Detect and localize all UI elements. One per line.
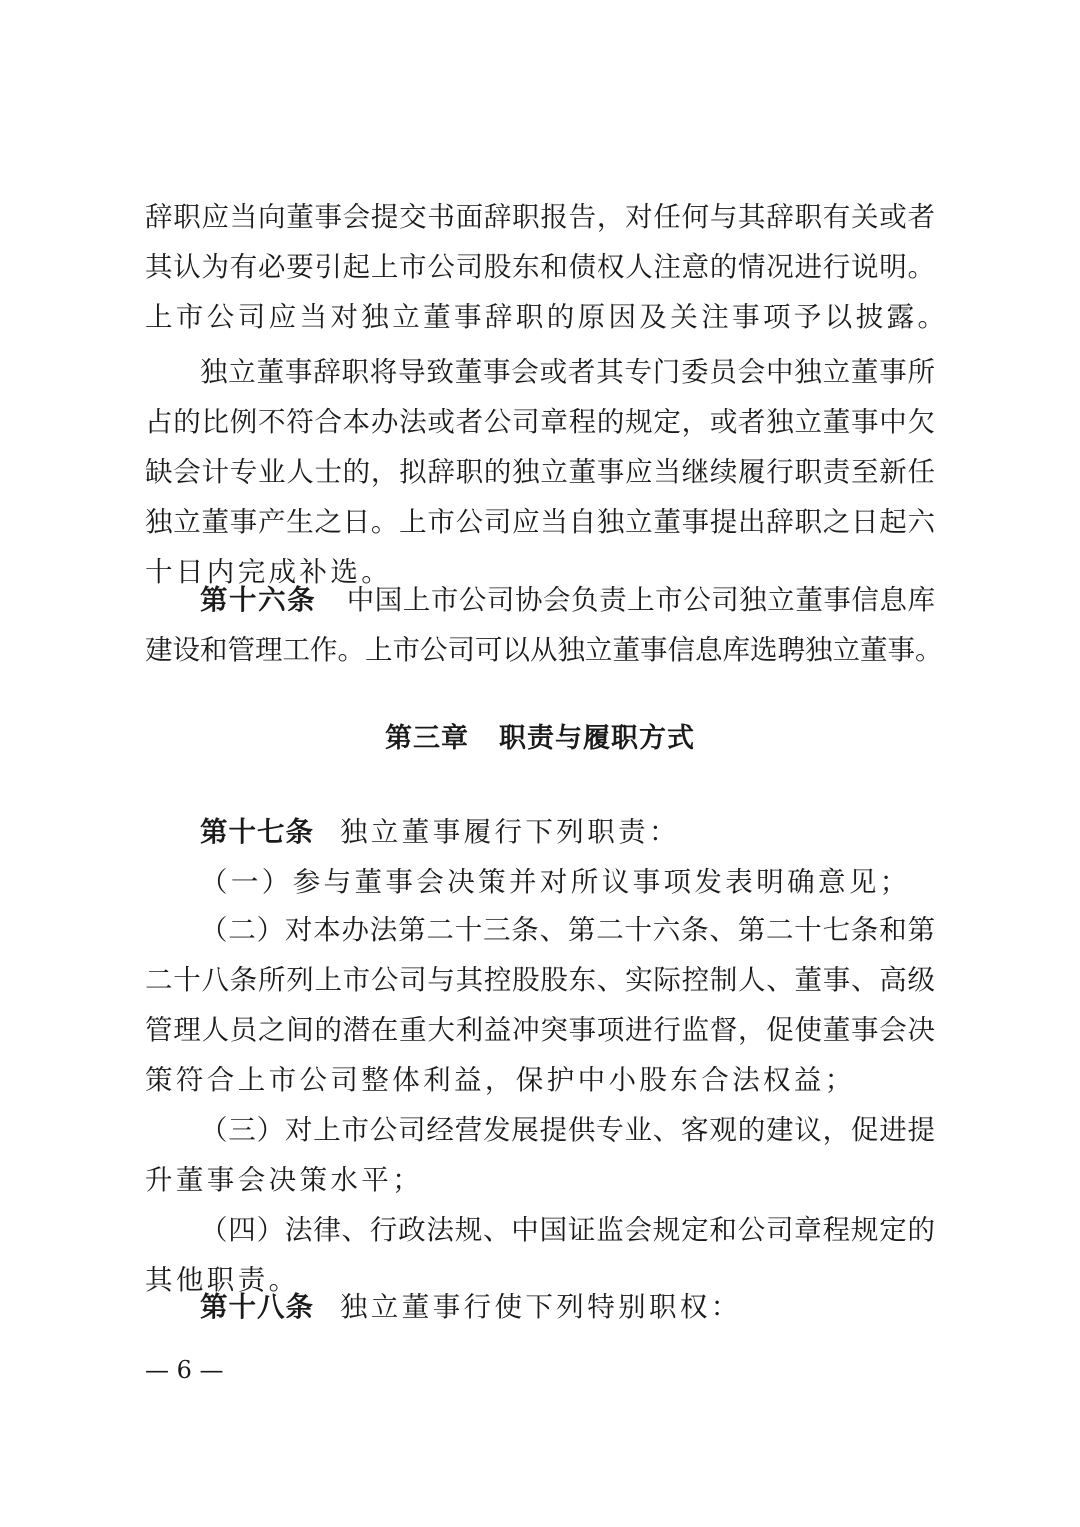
paragraph-line: 占的比例不符合本办法或者公司章程的规定，或者独立董事中欠 [145,406,935,438]
article-heading: 第十八条 [200,1291,314,1323]
chapter-heading [0,722,1080,756]
paragraph-line: 辞职应当向董事会提交书面辞职报告，对任何与其辞职有关或者 [145,201,935,233]
chapter-title: 职责与履职方式 [499,723,695,754]
article-18-line [200,1290,935,1324]
article-text: 中国上市公司协会负责上市公司独立董事信息库 [346,584,936,616]
paragraph-line: 缺会计专业人士的，拟辞职的独立董事应当继续履行职责至新任 [145,456,935,488]
article-heading: 第十七条 [200,816,314,848]
paragraph-line: 升董事会决策水平； [145,1164,424,1196]
paragraph-line: 其认为有必要引起上市公司股东和债权人注意的情况进行说明。 [145,251,935,283]
paragraph-line: 策符合上市公司整体利益，保护中小股东合法权益； [145,1064,856,1096]
page-number: — 6 — [145,1356,224,1384]
paragraph-line: 建设和管理工作。上市公司可以从独立董事信息库选聘独立董事。 [145,634,943,666]
article-heading: 第十六条 [200,584,317,616]
paragraph-line: 其他职责。 [145,1264,300,1296]
paragraph-line: 十日内完成补选。 [145,556,393,588]
article-16-line [200,583,935,617]
article-17-line [200,815,935,849]
paragraph-line: 上市公司应当对独立董事辞职的原因及关注事项予以披露。 [145,301,949,333]
article-text: 独立董事行使下列特别职权： [340,1291,742,1323]
paragraph-line: 独立董事产生之日。上市公司应当自独立董事提出辞职之日起六 [145,506,935,538]
list-item: （二）对本办法第二十三条、第二十六条、第二十七条和第 [200,914,935,946]
article-text: 独立董事履行下列职责： [340,816,680,848]
paragraph-line: 管理人员之间的潜在重大利益冲突事项进行监督，促使董事会决 [145,1014,935,1046]
paragraph-line: 二十八条所列上市公司与其控股股东、实际控制人、董事、高级 [145,964,935,996]
list-item: （三）对上市公司经营发展提供专业、客观的建议，促进提 [200,1114,935,1146]
list-item: （一）参与董事会决策并对所议事项发表明确意见； [200,866,911,898]
chapter-number: 第三章 [385,723,469,754]
paragraph-line: 独立董事辞职将导致董事会或者其专门委员会中独立董事所 [200,356,935,388]
list-item: （四）法律、行政法规、中国证监会规定和公司章程规定的 [200,1214,935,1246]
